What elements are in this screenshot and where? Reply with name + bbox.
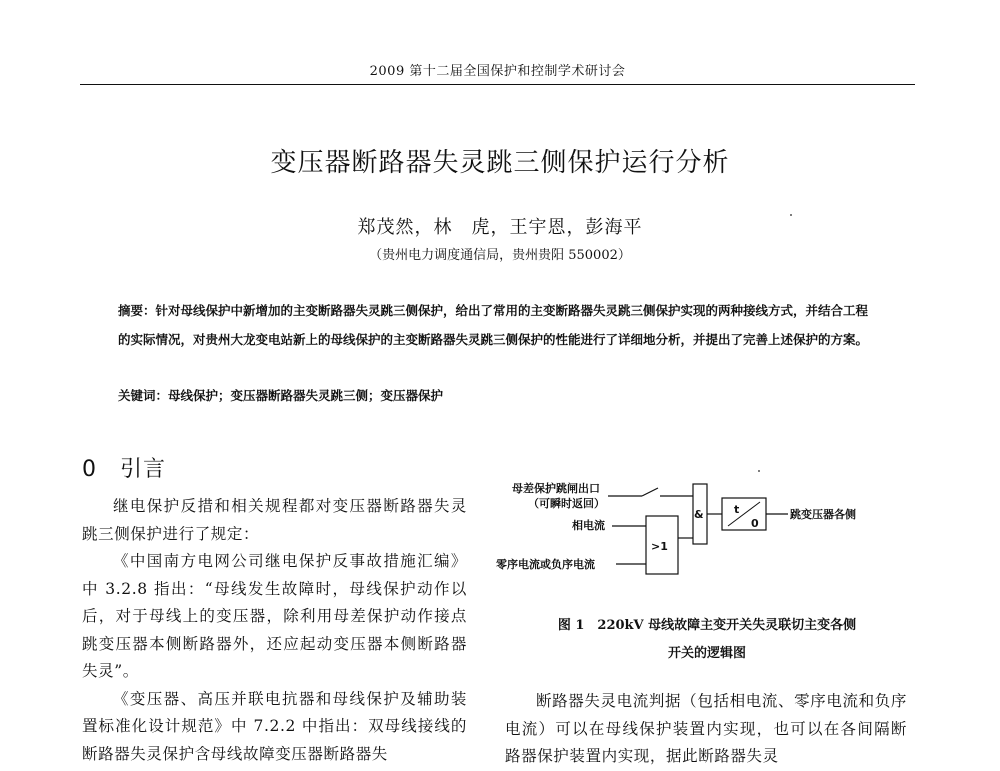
body-left-column	[82, 493, 467, 768]
fig-and-gate-label: &	[694, 508, 704, 521]
abstract	[118, 296, 878, 354]
keywords	[118, 386, 878, 406]
logic-diagram	[490, 472, 910, 592]
figure-caption-line2: 开关的逻辑图	[667, 646, 746, 661]
fig-contact-switch	[642, 488, 658, 496]
paragraph: 继电保护反措和相关规程都对变压器断路器失灵跳三侧保护进行了规定：	[82, 497, 467, 543]
header-rule	[80, 84, 915, 85]
body-right-column	[505, 688, 907, 771]
abstract-label: 摘要：	[118, 303, 156, 318]
figure-caption-line1: 图 1 220kV 母线故障主变开关失灵联切主变各侧	[557, 618, 857, 633]
fig-timer-top: t	[734, 503, 740, 516]
keywords-label: 关键词：	[118, 388, 169, 403]
abstract-text: 针对母线保护中新增加的主变断路器失灵跳三侧保护，给出了常用的主变断路器失灵跳三侧保护实现的两种接线方式，并结合工程的实际情况，对贵州大龙变电站新上的母线保护的主变断路器失灵跳三侧保护的性能进行了详细地分析，并提出了完善上述保护的方案。	[118, 303, 869, 347]
paragraph: 《中国南方电网公司继电保护反事故措施汇编》中 3.2.8 指出：“母线发生故障时，母线保护动作以后，对于母线上的变压器，除利用母差保护动作接点跳变压器本侧断路器外，还应起动变压器本侧断路器失灵”。	[82, 552, 467, 680]
running-header: 2009 第十二届全国保护和控制学术研讨会	[369, 64, 626, 79]
fig-input3-label: 零序电流或负序电流	[496, 558, 595, 571]
scan-speck	[790, 214, 792, 216]
fig-input1-line1: 母差保护跳闸出口	[512, 482, 600, 495]
fig-or-gate-label: >1	[651, 540, 668, 553]
figure-caption	[512, 612, 902, 668]
paper-title: 变压器断路器失灵跳三侧保护运行分析	[270, 148, 730, 178]
section-heading: 0 引言	[82, 457, 166, 482]
fig-input2-label: 相电流	[572, 519, 605, 532]
paragraph: 断路器失灵电流判据（包括相电流、零序电流和负序电流）可以在母线保护装置内实现，也可以在各间隔断路器保护装置内实现，据此断路器失灵	[505, 692, 907, 765]
keywords-text: 母线保护；变压器断路器失灵跳三侧；变压器保护	[168, 388, 444, 403]
fig-input1-line2: （可瞬时返回）	[528, 497, 605, 510]
paper-affiliation: （贵州电力调度通信局，贵州贵阳 550002）	[369, 248, 631, 263]
paper-authors: 郑茂然，林 虎，王宇恩，彭海平	[357, 217, 643, 238]
fig-timer-bottom: 0	[751, 517, 759, 530]
paragraph: 《变压器、高压并联电抗器和母线保护及辅助装置标准化设计规范》中 7.2.2 中指出：双母线接线的断路器失灵保护含母线故障变压器断路器失	[82, 689, 467, 763]
fig-output-label: 跳变压器各侧	[790, 508, 856, 521]
